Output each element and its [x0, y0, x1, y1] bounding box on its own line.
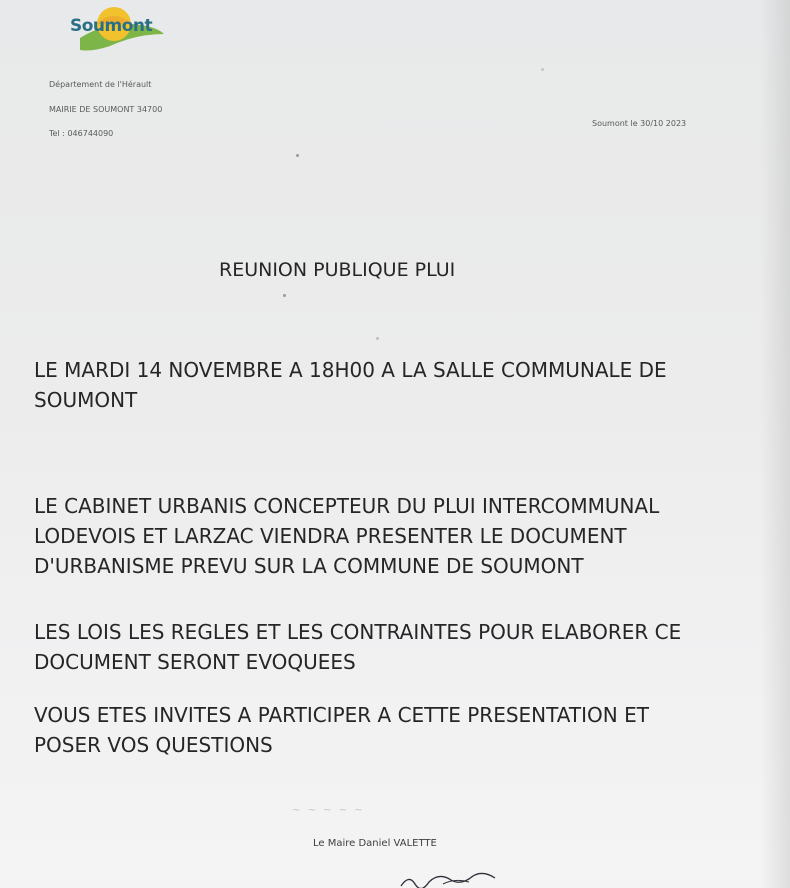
paragraph-line: DOCUMENT SERONT EVOQUEES	[34, 650, 356, 674]
paper-speck	[376, 337, 379, 340]
invitation-paragraph	[34, 700, 774, 760]
signer-name: Le Maire Daniel VALETTE	[313, 838, 437, 849]
paragraph-line: SOUMONT	[34, 388, 138, 412]
paragraph-line: LE MARDI 14 NOVEMBRE A 18H00 A LA SALLE COMMUNALE DE	[34, 358, 667, 382]
rules-paragraph	[34, 617, 774, 677]
department-line: Département de l'Hérault	[49, 80, 152, 89]
meeting-date-paragraph	[34, 355, 774, 415]
faded-stamp: ~ ~ ~ ~ ~	[292, 805, 365, 816]
signature-icon	[395, 870, 505, 888]
date-line: Soumont le 30/10 2023	[592, 119, 687, 128]
paragraph-line: VOUS ETES INVITES A PARTICIPER A CETTE PRESENTATION ET	[34, 703, 649, 727]
paper-speck	[541, 68, 544, 71]
paragraph-line: LODEVOIS ET LARZAC VIENDRA PRESENTER LE DOCUMENT	[34, 524, 627, 548]
paragraph-line: POSER VOS QUESTIONS	[34, 733, 273, 757]
logo-text: Soumont	[70, 16, 153, 36]
paragraph-line: LE CABINET URBANIS CONCEPTEUR DU PLUI INTERCOMMUNAL	[34, 494, 660, 518]
page-title: REUNION PUBLIQUE PLUI	[219, 259, 456, 281]
paper-speck	[283, 294, 286, 297]
presenter-paragraph	[34, 491, 774, 581]
paragraph-line: LES LOIS LES REGLES ET LES CONTRAINTES POUR ELABORER CE	[34, 620, 682, 644]
soumont-logo	[66, 4, 170, 56]
paper-speck	[296, 154, 299, 157]
paragraph-line: D'URBANISME PREVU SUR LA COMMUNE DE SOUMONT	[34, 554, 584, 578]
tel-line: Tel : 046744090	[49, 129, 114, 138]
mairie-line: MAIRIE DE SOUMONT 34700	[49, 105, 163, 114]
